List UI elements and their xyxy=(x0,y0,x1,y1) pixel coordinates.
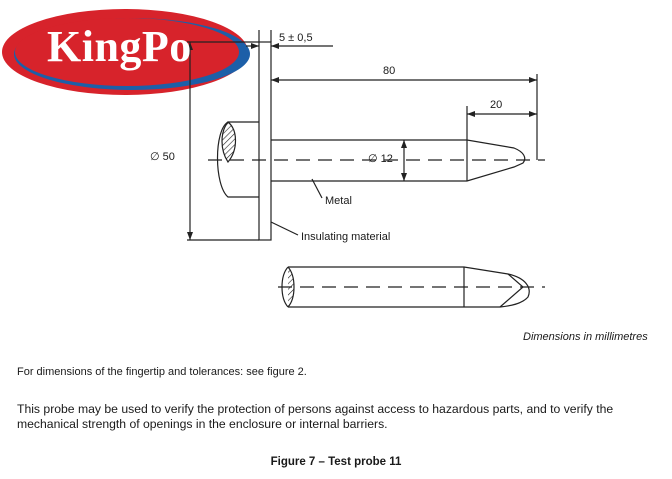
label-metal: Metal xyxy=(325,195,352,207)
dim-tip-length: 20 xyxy=(490,99,503,111)
fingertip-note: For dimensions of the fingertip and tolerances: see figure 2. xyxy=(17,366,307,378)
label-insulating-material: Insulating material xyxy=(301,231,391,243)
dim-length: 80 xyxy=(383,65,396,77)
handle-section xyxy=(222,122,236,162)
dim-thickness: 5 ± 0,5 xyxy=(279,32,313,44)
dim-outer-diameter: ∅ 50 xyxy=(150,151,175,163)
units-note: Dimensions in millimetres xyxy=(523,331,648,343)
logo-text: KingPo xyxy=(47,22,192,71)
dim-probe-diameter: ∅ 12 xyxy=(368,153,393,165)
figure-caption: Figure 7 – Test probe 11 xyxy=(270,456,402,468)
insulating-plate xyxy=(259,42,271,240)
probe-description: This probe may be used to verify the protection of persons against access to hazardous parts, and to verify the mechanical strength of openings in the enclosure or internal barriers. xyxy=(17,402,614,431)
